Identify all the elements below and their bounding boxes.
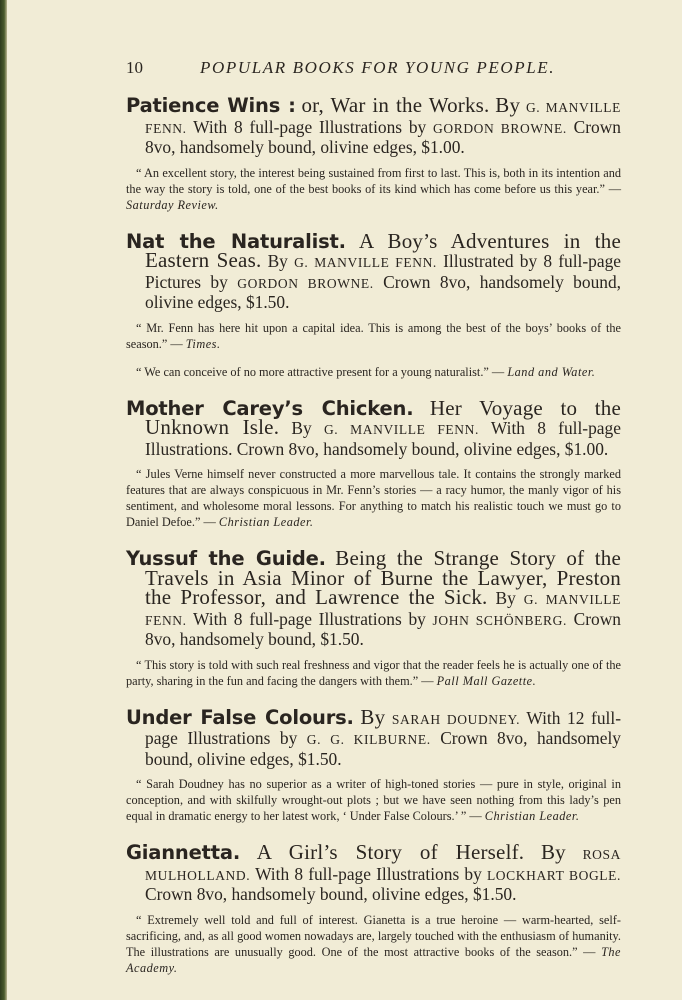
review-text: “ An excellent story, the interest being sustained from first to last. This is, both in its intention and the way the story is told, one of the best books of its kind which has come before us this year.” — [126,165,621,196]
book-subtitle: or, War in the Works. [301,93,490,117]
review-source: Times. [185,336,221,351]
book-illustrator: JOHN SCHÖNBERG. [432,612,567,628]
book-title: Nat the Naturalist. [126,229,346,253]
review-text: “ Extremely well told and full of interest. Gianetta is a true heroine — warm-hearted, self-sacrificing, and, as all good women nowadays are, largely touched with the enthusiasm of humanity. The illustrations are unusually good. One of the most attractive books of the season.” — [126,912,621,959]
book-spine-edge [0,0,7,1000]
review-text: “ Jules Verne himself never constructed a more marvellous tale. It contains the strongly marked features that are always conspicuous in Mr. Fenn’s stories — a racy humor, the manly vigor of his sentiment, and wholesome moral lessons. For anything to match his realistic touch we must go to Daniel Defoe.” — [126,467,621,530]
book-edition: Crown 8vo, handsomely bound, olivine edges, $1.50. [145,884,517,905]
by-label: By [540,840,566,865]
review-quote [126,912,621,976]
book-entry-heading [126,840,621,905]
review-quote [126,320,621,352]
book-details: With 8 full-page Illustrations. [145,418,621,459]
book-list [126,93,622,995]
book-entry-heading [126,395,621,459]
book-entry [126,93,621,213]
book-edition: Crown 8vo, handsomely bound, olivine edges, $1.00. [145,116,621,157]
review-text: “ This story is told with such real freshness and vigor that the reader feels he is actually one of the party, sharing in the fun and facing the dangers with them.” — [126,657,621,688]
book-edition: Crown 8vo, handsomely bound, $1.50. [145,608,621,650]
book-details: Illustrated by 8 full-page Pictures by [145,251,621,292]
page-header [126,58,622,80]
book-author: SARAH DOUDNEY. [391,711,521,727]
book-entry [126,840,622,976]
book-entry-heading [126,704,621,769]
book-title: Patience Wins : [126,94,296,117]
book-title: Under False Colours. [126,705,354,729]
book-illustrator: GORDON BROWNE. [237,275,374,291]
page-number: 10 [126,58,143,77]
book-subtitle: Her Voyage to the Unknown Isle. [145,395,621,440]
review-source: Christian Leader. [218,515,314,530]
review-quote [126,776,621,824]
review-source: Land and Water. [507,364,596,379]
book-author: G. MANVILLE FENN. [145,100,621,136]
book-details: With 12 full-page Illustrations by [145,707,621,749]
review-quote [126,364,621,380]
book-illustrator: GORDON BROWNE. [433,120,567,136]
book-entry [126,395,621,531]
book-entry-heading [126,93,621,157]
book-title: Giannetta. [126,841,241,865]
review-quote [126,165,621,213]
book-entry [126,228,622,380]
book-entry-heading [126,546,621,650]
review-text: “ We can conceive of no more attractive present for a young naturalist.” — [136,364,505,379]
book-entry [126,704,621,825]
book-details: With 8 full-page Illustrations by [193,608,426,629]
book-entry [126,546,621,689]
by-label: By [267,251,288,271]
review-quote [126,466,621,530]
by-label: By [291,418,312,439]
book-illustrator: G. G. KILBURNE. [306,732,431,748]
book-subtitle: Being the Strange Story of the Travels in Asia Minor of Burne the Lawyer, Preston the Professor, and Lawrence the Sick. [145,546,621,610]
book-author: ROSA MULHOLLAND. [145,847,621,883]
review-source: Pall Mall Gazette. [436,673,537,688]
book-title: Mother Carey’s Chicken. [126,396,414,420]
book-edition: Crown 8vo, handsomely bound, olivine edges, $1.50. [145,271,622,312]
review-source: Christian Leader. [484,809,580,824]
review-text: “ Sarah Doudney has no superior as a writer of high-toned stories — pure in style, original in conception, and with skilfully wrought-out plots ; but we have seen nothing from this lady’s pen equal in dramatic energy to her latest work, ‘ Under False Colours.’ ” — [126,777,621,824]
book-entry-heading [126,228,622,312]
book-author: G. MANVILLE FENN. [145,592,621,628]
book-subtitle: A Girl’s Story of Herself. [256,840,525,865]
book-subtitle: A Boy’s Adventures in the Eastern Seas. [145,228,621,272]
book-illustrator: LOCKHART BOGLE. [486,867,621,883]
review-text: “ Mr. Fenn has here hit upon a capital idea. This is among the best of the boys’ books of the season.” — [126,320,621,351]
review-source: Saturday Review. [126,197,219,212]
by-label: By [495,93,521,117]
review-quote [126,657,621,689]
book-details: With 8 full-page Illustrations by [255,863,482,884]
by-label: By [495,588,516,609]
book-title: Yussuf the Guide. [126,547,326,571]
book-author: G. MANVILLE FENN. [294,255,437,270]
by-label: By [360,704,386,729]
review-source: The Academy. [126,944,622,975]
running-title: POPULAR BOOKS FOR YOUNG PEOPLE. [200,58,556,77]
book-author: G. MANVILLE FENN. [323,422,479,438]
book-edition: Crown 8vo, handsomely bound, olivine edges, $1.00. [236,438,609,459]
book-edition: Crown 8vo, handsomely bound, olivine edges, $1.50. [145,728,621,769]
book-details: With 8 full-page Illustrations by [193,116,427,137]
